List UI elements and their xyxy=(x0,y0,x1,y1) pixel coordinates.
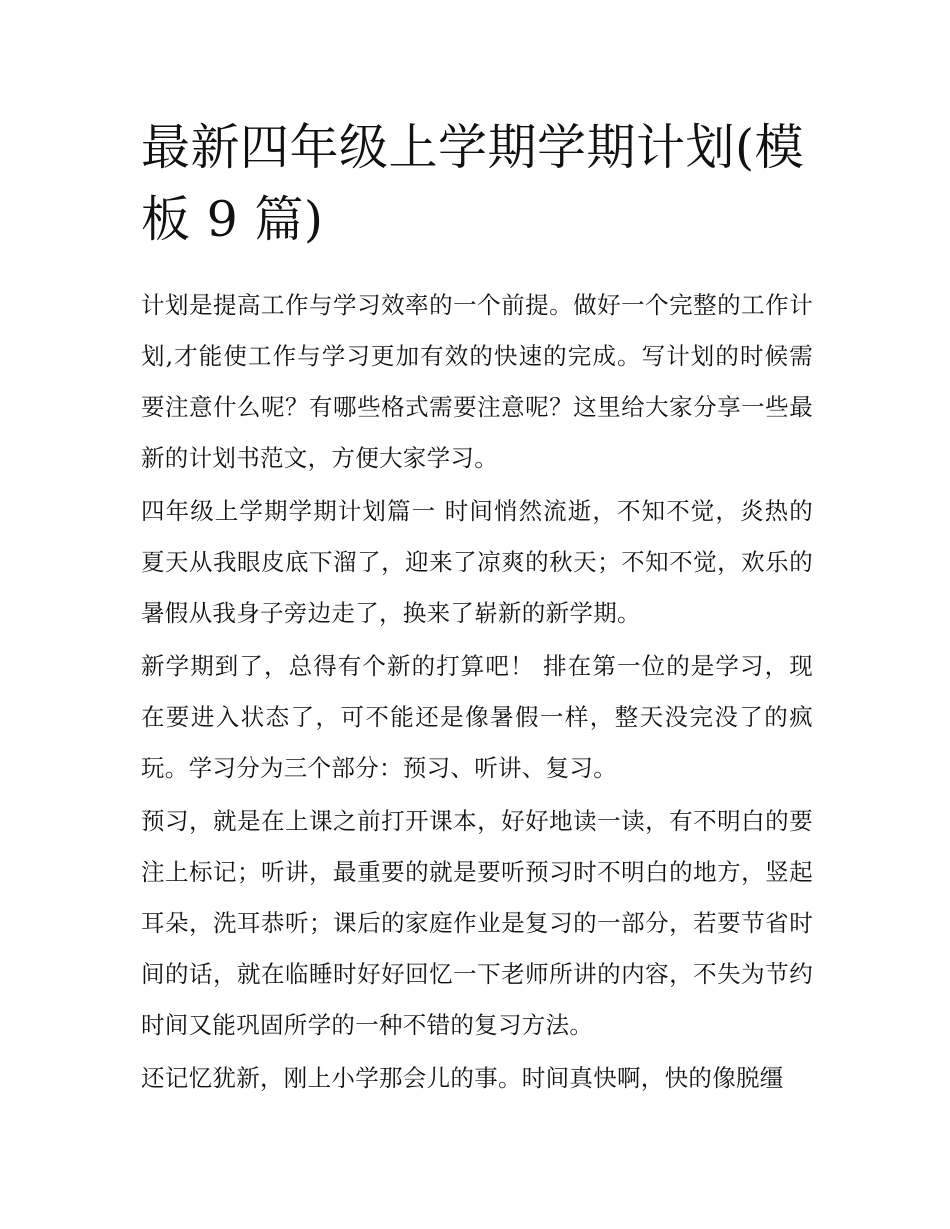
paragraph-study-method: 预习，就是在上课之前打开课本，好好地读一读，有不明白的要注上标记；听讲，最重要的就是要听预习时不明白的地方，竖起耳朵，洗耳恭听；课后的家庭作业是复习的一部分，若要节省时间的话，就在临睡时好好回忆一下老师所讲的内容，不失为节约时间又能巩固所学的一种不错的复习方法。 xyxy=(141,807,813,1039)
paragraph-intro: 计划是提高工作与学习效率的一个前提。做好一个完整的工作计划,才能使工作与学习更加有效的快速的完成。写计划的时候需要注意什么呢？有哪些格式需要注意呢？这里给大家分享一些最新的计划书范文，方便大家学习。 xyxy=(141,291,813,472)
document-body xyxy=(141,280,813,1104)
paragraph-new-semester: 新学期到了，总得有个新的打算吧！ 排在第一位的是学习，现在要进入状态了，可不能还是像暑假一样，整天没完没了的疯玩。学习分为三个部分：预习、听讲、复习。 xyxy=(141,652,813,782)
document-title: 最新四年级上学期学期计划(模板 9 篇) xyxy=(141,119,805,248)
paragraph-plan-one: 四年级上学期学期计划篇一 时间悄然流逝，不知不觉，炎热的夏天从我眼皮底下溜了，迎来了凉爽的秋天；不知不觉，欢乐的暑假从我身子旁边走了，换来了崭新的新学期。 xyxy=(141,497,813,627)
document-page xyxy=(141,112,813,1106)
paragraph-memory: 还记忆犹新，刚上小学那会儿的事。时间真快啊，快的像脱缰 xyxy=(141,1064,784,1092)
